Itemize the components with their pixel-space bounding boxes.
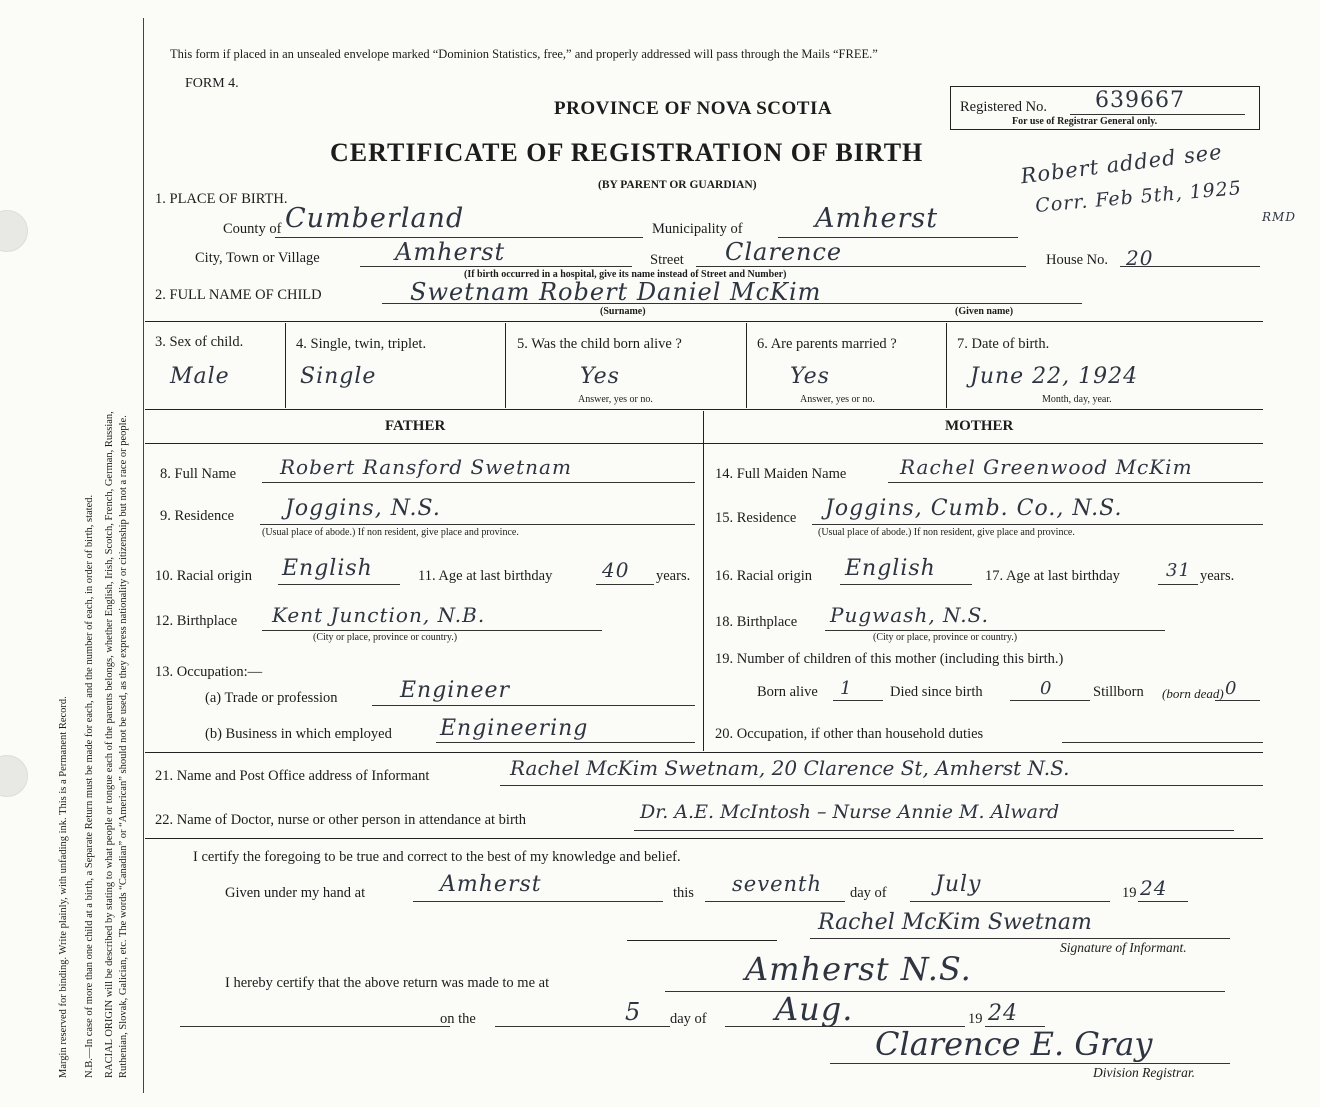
mother-name-value: Rachel Greenwood McKim <box>900 455 1193 479</box>
mother-racial-value: English <box>845 556 936 581</box>
municipality-label: Municipality of <box>652 221 743 237</box>
registrar-place-value: Amherst N.S. <box>745 950 972 988</box>
correction-note-3: RMD <box>1262 210 1296 224</box>
attendant-value: Dr. A.E. McIntosh – Nurse Annie M. Alward <box>640 801 1060 823</box>
registered-number-label: Registered No. <box>960 99 1047 115</box>
mother-occupation-label: 20. Occupation, if other than household duties <box>715 726 984 742</box>
mother-heading: MOTHER <box>945 418 1014 434</box>
mother-died-value: 0 <box>1040 678 1053 699</box>
certify-year-prefix: 19 <box>1122 885 1137 901</box>
certificate-title: CERTIFICATE OF REGISTRATION OF BIRTH <box>330 138 924 167</box>
mother-stillborn-note: (born dead) <box>1162 686 1224 701</box>
county-label: County of <box>223 221 282 237</box>
father-business-value: Engineering <box>440 716 589 741</box>
mother-children-label: 19. Number of children of this mother (including this birth.) <box>715 651 1064 667</box>
city-label: City, Town or Village <box>195 250 320 266</box>
father-birthplace-note: (City or place, province or country.) <box>313 632 458 643</box>
date-of-birth-note: Month, day, year. <box>1042 394 1112 405</box>
mother-residence-note: (Usual place of abode.) If non resident, give place and province. <box>818 527 1075 538</box>
margin-racial-note-2: Ruthenian, Slovak, Galician, etc. The words “Canadian” or “American” should not be used, as they express nationality or citizenship but not a race or people. <box>118 415 129 1078</box>
mail-notice: This form if placed in an unsealed envelope marked “Dominion Statistics, free,” and properly addressed will pass through the Mails “FREE.” <box>170 47 878 61</box>
mother-name-label: 14. Full Maiden Name <box>715 466 847 482</box>
informant-signature: Rachel McKim Swetnam <box>818 910 1092 935</box>
registrar-month-value: Aug. <box>775 990 854 1028</box>
parents-married-label: 6. Are parents married ? <box>757 336 897 352</box>
mother-birthplace-note: (City or place, province or country.) <box>873 632 1018 643</box>
given-place-value: Amherst <box>440 872 542 897</box>
registrar-day-label: day of <box>670 1011 707 1027</box>
given-name-caption: (Given name) <box>955 306 1014 317</box>
registrar-year-value: 24 <box>988 1001 1018 1026</box>
certify-day-label: day of <box>850 885 887 901</box>
city-value: Amherst <box>395 238 506 266</box>
surname-caption: (Surname) <box>600 306 646 317</box>
mother-residence-label: 15. Residence <box>715 510 797 526</box>
hospital-note: (If birth occurred in a hospital, give its name instead of Street and Number) <box>464 269 787 280</box>
this-label: this <box>673 885 694 901</box>
mother-birthplace-label: 18. Birthplace <box>715 614 798 630</box>
mother-age-value: 31 <box>1166 560 1191 581</box>
father-name-value: Robert Ransford Swetnam <box>280 455 572 479</box>
father-name-label: 8. Full Name <box>160 466 237 482</box>
sex-value: Male <box>170 364 230 389</box>
street-label: Street <box>650 252 684 268</box>
punch-hole-bottom <box>0 755 28 797</box>
mother-age-years: years. <box>1200 568 1235 584</box>
father-age-value: 40 <box>602 558 630 582</box>
father-residence-label: 9. Residence <box>160 508 235 524</box>
sex-label: 3. Sex of child. <box>155 334 244 350</box>
mother-stillborn-label: Stillborn <box>1093 684 1144 700</box>
father-racial-label: 10. Racial origin <box>155 568 253 584</box>
place-of-birth-label: 1. PLACE OF BIRTH. <box>155 191 288 207</box>
mother-residence-value: Joggins, Cumb. Co., N.S. <box>825 496 1123 521</box>
plurality-label: 4. Single, twin, triplet. <box>296 336 427 352</box>
mother-stillborn-value: 0 <box>1225 678 1238 699</box>
certificate-subtitle: (BY PARENT OR GUARDIAN) <box>598 179 757 191</box>
child-name-value: Swetnam Robert Daniel McKim <box>410 278 822 306</box>
parents-married-value: Yes <box>790 364 830 389</box>
registered-number-value: 639667 <box>1095 88 1185 113</box>
house-number-label: House No. <box>1046 252 1109 268</box>
born-alive-label: 5. Was the child born alive ? <box>517 336 682 352</box>
father-age-label: 11. Age at last birthday <box>418 568 553 584</box>
street-value: Clarence <box>725 238 843 266</box>
informant-signature-label: Signature of Informant. <box>1060 940 1187 955</box>
margin-racial-note-1: RACIAL ORIGIN will be described by stating to what people or tongue each of the parents belongs, whether English, Irish, Scotch, French, German, Russian, <box>104 411 115 1078</box>
born-alive-note: Answer, yes or no. <box>578 394 653 405</box>
province-heading: PROVINCE OF NOVA SCOTIA <box>554 98 833 119</box>
county-value: Cumberland <box>285 203 465 234</box>
plurality-value: Single <box>300 364 377 389</box>
father-business-label: (b) Business in which employed <box>205 726 392 742</box>
date-of-birth-value: June 22, 1924 <box>970 364 1139 389</box>
mother-age-label: 17. Age at last birthday <box>985 568 1120 584</box>
father-trade-label: (a) Trade or profession <box>205 690 338 706</box>
child-name-label: 2. FULL NAME OF CHILD <box>155 287 322 303</box>
margin-nb-note: N.B.—In case of more than one child at a birth, a Separate Return must be made for each, and the number of each, in order of birth, stated. <box>84 494 95 1078</box>
certify-text: I certify the foregoing to be true and correct to the best of my knowledge and belief. <box>193 849 681 865</box>
correction-note-1: Robert added see <box>1019 139 1224 189</box>
date-of-birth-label: 7. Date of birth. <box>957 336 1050 352</box>
father-racial-value: English <box>282 556 373 581</box>
informant-value: Rachel McKim Swetnam, 20 Clarence St, Amherst N.S. <box>510 756 1070 780</box>
punch-hole-top <box>0 210 28 252</box>
registered-number-note: For use of Registrar General only. <box>1012 116 1158 127</box>
mother-birthplace-value: Pugwash, N.S. <box>830 603 989 627</box>
registrar-on-label: on the <box>440 1011 476 1027</box>
mother-died-label: Died since birth <box>890 684 983 700</box>
house-number-value: 20 <box>1126 246 1154 270</box>
certify-year-value: 24 <box>1140 876 1168 900</box>
father-occupation-label: 13. Occupation:— <box>155 664 263 680</box>
registrar-year-prefix: 19 <box>968 1011 983 1027</box>
mother-born-alive-label: Born alive <box>757 684 818 700</box>
registrar-certify-text: I hereby certify that the above return was made to me at <box>225 975 550 991</box>
correction-note-2: Corr. Feb 5th, 1925 <box>1034 177 1243 217</box>
certify-month-value: July <box>935 872 982 897</box>
parents-married-note: Answer, yes or no. <box>800 394 875 405</box>
registrar-day-value: 5 <box>625 998 642 1026</box>
father-age-years: years. <box>656 568 691 584</box>
father-birthplace-label: 12. Birthplace <box>155 613 238 629</box>
born-alive-value: Yes <box>580 364 620 389</box>
attendant-label: 22. Name of Doctor, nurse or other person in attendance at birth <box>155 812 527 828</box>
mother-born-alive-value: 1 <box>840 678 853 699</box>
form-number: FORM 4. <box>185 76 239 91</box>
father-trade-value: Engineer <box>400 678 511 703</box>
municipality-value: Amherst <box>815 203 939 234</box>
mother-racial-label: 16. Racial origin <box>715 568 813 584</box>
margin-binding-note: Margin reserved for binding. Write plainly, with unfading ink. This is a Permanent Record. <box>58 696 69 1078</box>
informant-label: 21. Name and Post Office address of Informant <box>155 768 430 784</box>
given-under-label: Given under my hand at <box>225 885 366 901</box>
father-residence-value: Joggins, N.S. <box>285 496 441 521</box>
certify-day-value: seventh <box>732 872 822 896</box>
registrar-signature-label: Division Registrar. <box>1093 1065 1196 1080</box>
father-residence-note: (Usual place of abode.) If non resident, give place and province. <box>262 527 519 538</box>
father-heading: FATHER <box>385 418 446 434</box>
margin-line <box>143 18 144 1093</box>
father-birthplace-value: Kent Junction, N.B. <box>272 603 486 627</box>
registrar-signature: Clarence E. Gray <box>875 1025 1153 1063</box>
